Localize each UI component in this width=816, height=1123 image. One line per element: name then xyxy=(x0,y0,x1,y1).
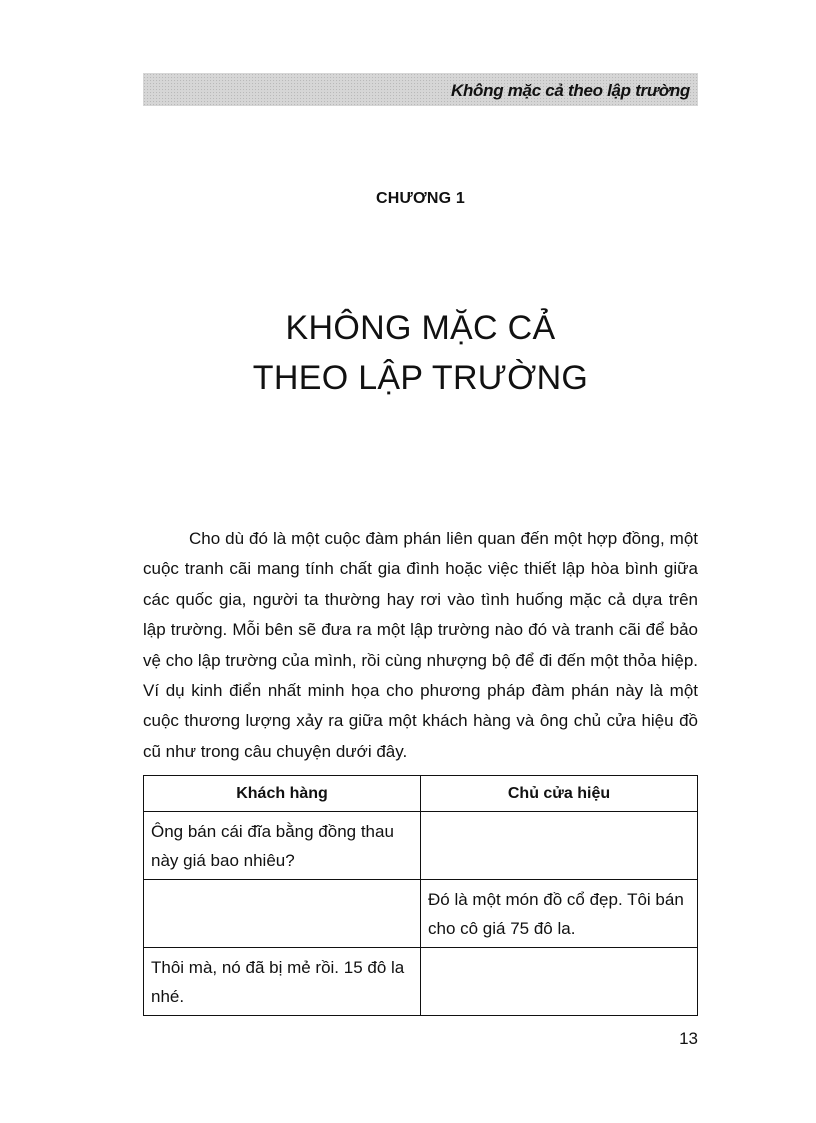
dialogue-table xyxy=(143,775,698,1016)
running-header-title: Không mặc cả theo lập trường xyxy=(450,81,690,100)
table-row xyxy=(144,948,698,1016)
table-cell-customer xyxy=(144,880,421,948)
chapter-label: CHƯƠNG 1 xyxy=(376,190,465,207)
table-cell-shopkeeper xyxy=(421,948,698,1016)
table-cell-customer: Thôi mà, nó đã bị mẻ rồi. 15 đô la nhé. xyxy=(144,948,421,1016)
chapter-title-line-1: KHÔNG MẶC CẢ xyxy=(285,309,556,347)
table-row xyxy=(144,812,698,880)
column-header-customer: Khách hàng xyxy=(144,776,421,812)
running-header xyxy=(143,73,698,106)
table-header-row xyxy=(144,776,698,812)
column-header-shopkeeper: Chủ cửa hiệu xyxy=(421,776,698,812)
chapter-title xyxy=(143,303,698,403)
table-cell-shopkeeper: Đó là một món đồ cổ đẹp. Tôi bán cho cô giá 75 đô la. xyxy=(421,880,698,948)
table-cell-shopkeeper xyxy=(421,812,698,880)
table-cell-customer: Ông bán cái đĩa bằng đồng thau này giá bao nhiêu? xyxy=(144,812,421,880)
table-row xyxy=(144,880,698,948)
body-paragraph: Cho dù đó là một cuộc đàm phán liên quan đến một hợp đồng, một cuộc tranh cãi mang tính chất gia đình hoặc việc thiết lập hòa bình giữa các quốc gia, người ta thường hay rơi vào tình huống mặc cả dựa trên lập trường. Mỗi bên sẽ đưa ra một lập trường nào đó và tranh cãi để bảo vệ cho lập trường của mình, rồi cùng nhượng bộ để đi đến một thỏa hiệp. Ví dụ kinh điển nhất minh họa cho phương pháp đàm phán này là một cuộc thương lượng xảy ra giữa một khách hàng và ông chủ cửa hiệu đồ cũ như trong câu chuyện dưới đây. xyxy=(143,529,698,761)
chapter-title-line-2: THEO LẬP TRƯỜNG xyxy=(252,359,589,397)
page-number: 13 xyxy=(679,1029,698,1048)
